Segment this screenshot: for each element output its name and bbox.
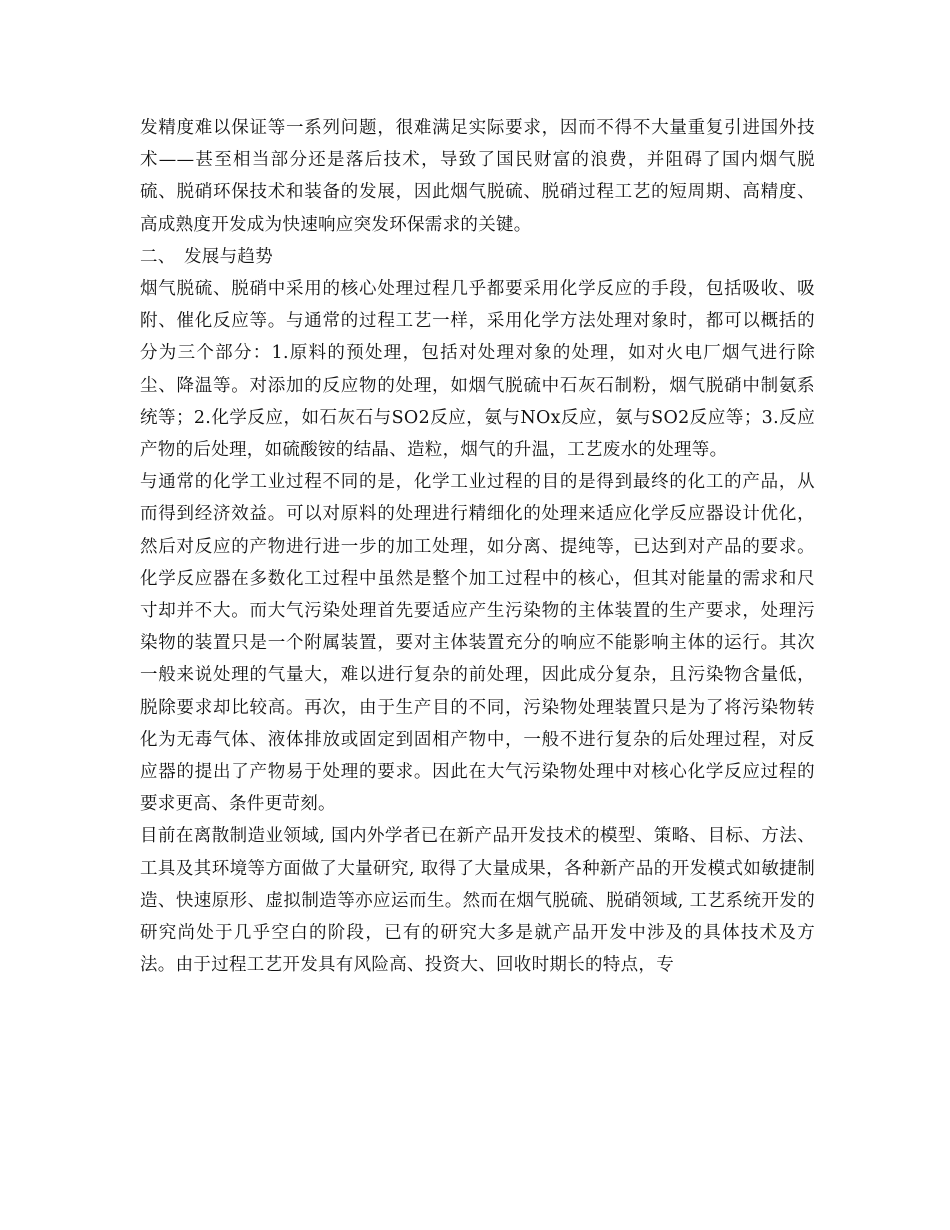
paragraph-process-overview: 烟气脱硫、脱硝中采用的核心处理过程几乎都要采用化学反应的手段，包括吸收、吸附、催化反应等。与通常的过程工艺一样，采用化学方法处理对象时，都可以概括的分为三个部分：1.原料的预处理，包括对处理对象的处理，如对火电厂烟气进行除尘、降温等。对添加的反应物的处理，如烟气脱硫中石灰石制粉，烟气脱硝中制氨系统等；2.化学反应，如石灰石与SO2反应，氨与NOx反应，氨与SO2反应等；3.反应产物的后处理，如硫酸铵的结晶、造粒，烟气的升温，工艺废水的处理等。 bbox=[140, 279, 815, 461]
paragraph-research-status: 目前在离散制造业领域, 国内外学者已在新产品开发技术的模型、策略、目标、方法、工具及其环境等方面做了大量研究, 取得了大量成果，各种新产品的开发模式如敏捷制造、快速原形、虚拟制造等亦应运而生。然而在烟气脱硫、脱硝领域, 工艺系统开发的研究尚处于几乎空白的阶段，已有的研究大多是就产品开发中涉及的具体技术及方法。由于过程工艺开发具有风险高、投资大、回收时期长的特点，专 bbox=[140, 826, 815, 976]
paragraph-continuation: 发精度难以保证等一系列问题，很难满足实际要求，因而不得不大量重复引进国外技术——甚至相当部分还是落后技术，导致了国民财富的浪费，并阻碍了国内烟气脱硫、脱硝环保技术和装备的发展，因此烟气脱硫、脱硝过程工艺的短周期、高精度、高成熟度开发成为快速响应突发环保需求的关键。 bbox=[140, 118, 815, 235]
section-title: 发展与趋势 bbox=[184, 246, 273, 267]
paragraph-comparison: 与通常的化学工业过程不同的是，化学工业过程的目的是得到最终的化工的产品，从而得到经济效益。可以对原料的处理进行精细化的处理来适应化学反应器设计优化，然后对反应的产物进行进一步的加工处理，如分离、提纯等，已达到对产品的要求。化学反应器在多数化工过程中虽然是整个加工过程中的核心，但其对能量的需求和尺寸却并不大。而大气污染处理首先要适应产生污染物的主体装置的生产要求，处理污染物的装置只是一个附属装置，要对主体装置充分的响应不能影响主体的运行。其次一般来说处理的气量大，难以进行复杂的前处理，因此成分复杂，且污染物含量低，脱除要求却比较高。再次，由于生产目的不同，污染物处理装置只是为了将污染物转化为无毒气体、液体排放或固定到固相产物中，一般不进行复杂的后处理过程，对反应器的提出了产物易于处理的要求。因此在大气污染物处理中对核心化学反应过程的要求更高、条件更苛刻。 bbox=[140, 472, 815, 815]
section-heading bbox=[140, 241, 815, 273]
section-number: 二、 bbox=[140, 246, 176, 267]
document-body bbox=[140, 112, 815, 981]
